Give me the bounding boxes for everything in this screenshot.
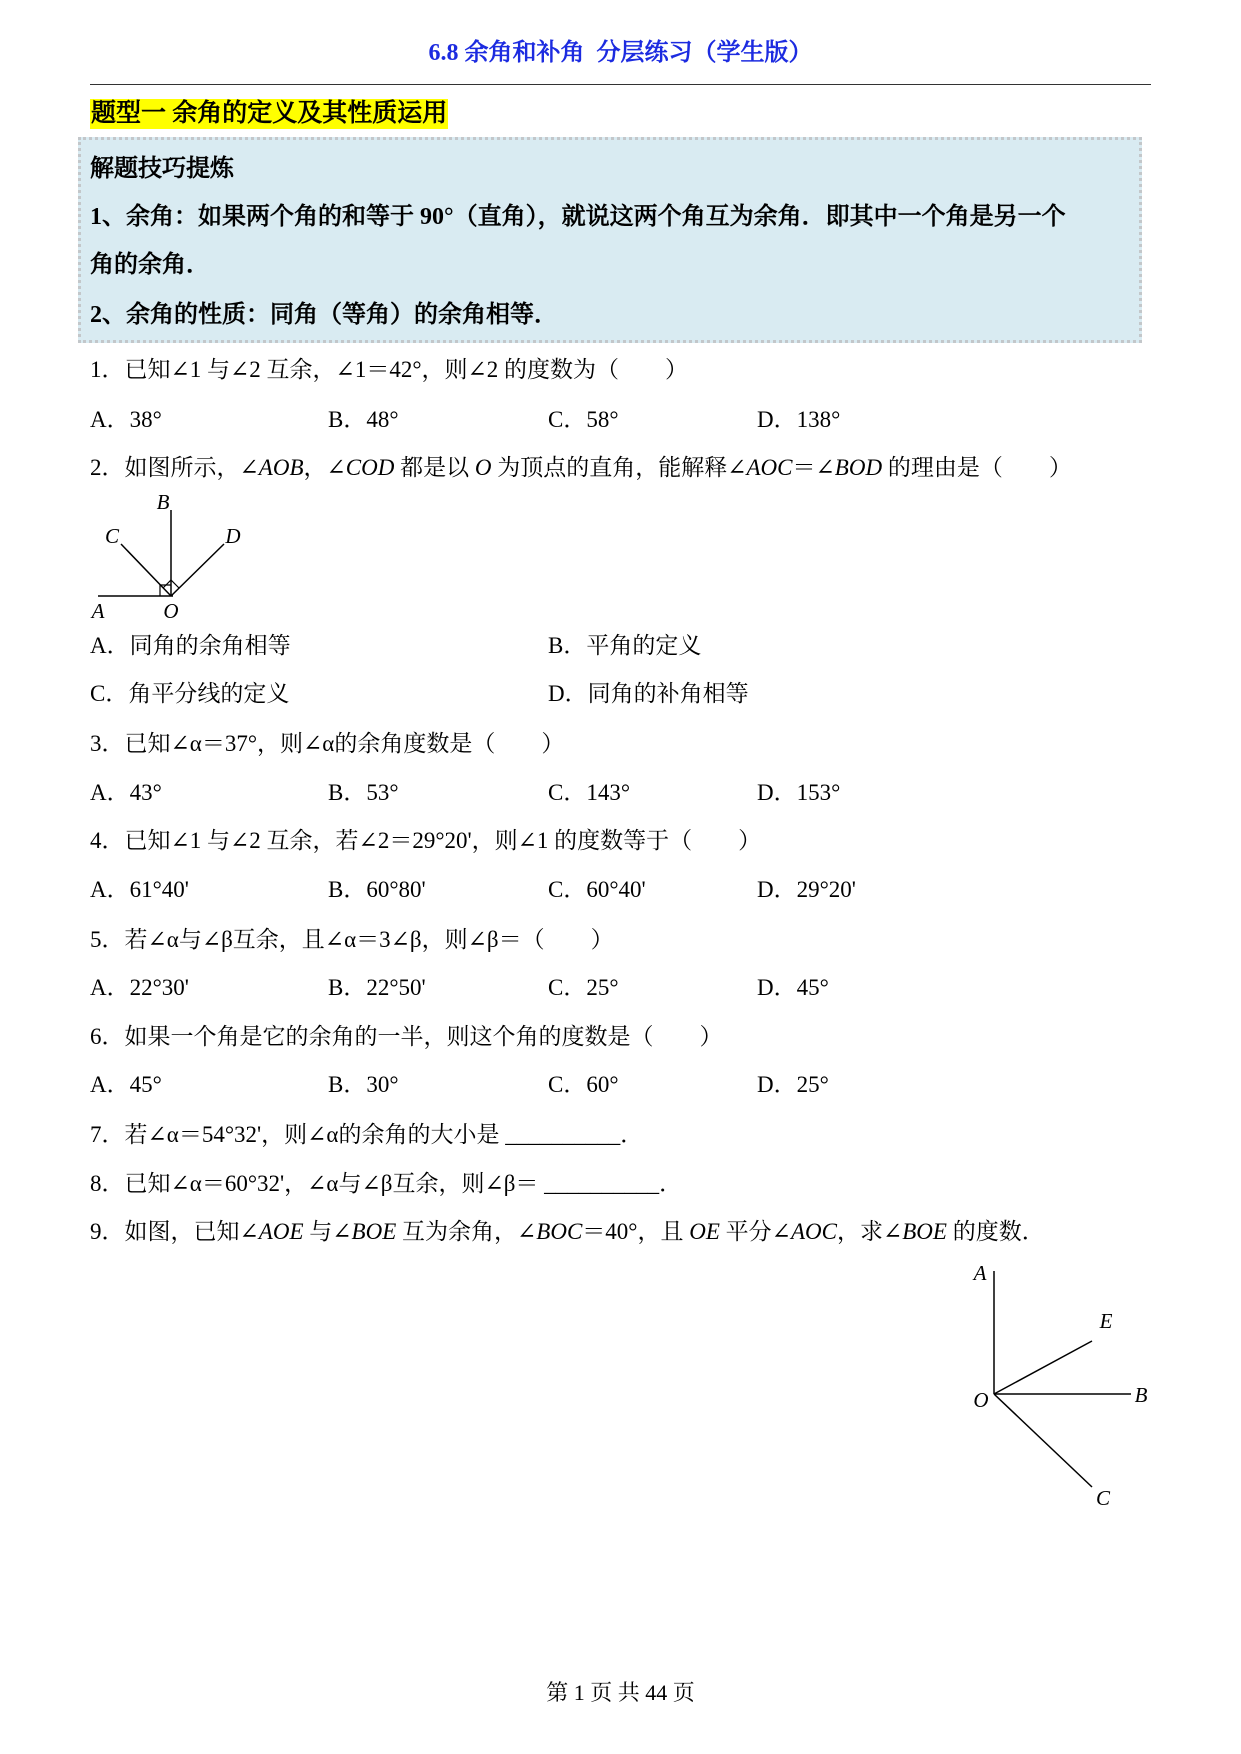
math-variable: BOC (536, 1219, 583, 1244)
stem-text: 平分∠ (719, 1219, 791, 1244)
ray-oc (994, 1394, 1092, 1487)
label-b: B (1134, 1383, 1148, 1407)
stem-text: 为顶点的直角，能解释∠ (491, 455, 747, 480)
question-2-option-b: B．平角的定义 (548, 633, 702, 658)
question-8-stem: 8．已知∠α＝60°32'，∠α与∠β互余，则∠β＝ __________． (90, 1171, 683, 1196)
question-3-option-b: B．53° (328, 780, 399, 805)
label-c: C (104, 524, 120, 548)
math-variable: O (474, 455, 492, 480)
label-o: O (163, 599, 179, 623)
tips-line: 2、余角的性质：同角（等角）的余角相等． (90, 302, 558, 328)
question-3-option-c: C．143° (548, 780, 631, 805)
section-heading: 题型一 余角的定义及其性质运用 (91, 100, 448, 127)
question-3-stem: 3．已知∠α＝37°，则∠α的余角度数是（ ） (90, 731, 565, 756)
math-variable: BOD (834, 455, 883, 480)
question-1-stem: 1．已知∠1 与∠2 互余，∠1＝42°，则∠2 的度数为（ ） (90, 357, 689, 382)
question-5-option-a: A．22°30' (90, 975, 189, 1000)
stem-text: ，求∠ (836, 1219, 903, 1244)
question-2-option-c: C．角平分线的定义 (90, 681, 290, 706)
question-5-option-c: C．25° (548, 975, 619, 1000)
question-7-stem: 7．若∠α＝54°32'，则∠α的余角的大小是 __________． (90, 1122, 644, 1147)
stem-text: 的度数． (946, 1219, 1045, 1244)
ray-od (171, 544, 224, 596)
tips-line: 角的余角． (90, 252, 210, 278)
question-1-option-d: D．138° (757, 407, 841, 432)
tips-box (78, 137, 1142, 343)
tips-line: 1、余角：如果两个角的和等于 90°（直角），就说这两个角互为余角．即其中一个角是另一个 (90, 204, 1066, 230)
question-1-option-a: A．38° (90, 407, 162, 432)
question-2-option-a: A．同角的余角相等 (90, 633, 291, 658)
question-9-stem (90, 1217, 1045, 1247)
label-a: A (973, 1261, 987, 1285)
stem-text: 互为余角，∠ (396, 1219, 537, 1244)
tips-heading: 解题技巧提炼 (90, 156, 234, 182)
question-2-figure (90, 490, 255, 625)
stem-text: 与∠ (303, 1219, 352, 1244)
math-variable: BOE (351, 1219, 397, 1244)
question-5-stem: 5．若∠α与∠β互余，且∠α＝3∠β，则∠β＝（ ） (90, 927, 614, 952)
math-variable: AOC (746, 455, 793, 480)
math-variable: BOE (902, 1219, 947, 1244)
math-variable: AOB (258, 455, 304, 480)
stem-text: ＝∠ (792, 455, 835, 480)
page-footer: 第 1 页 共 44 页 (546, 1680, 695, 1705)
question-6-option-d: D．25° (757, 1072, 829, 1097)
question-2-option-d: D．同角的补角相等 (548, 681, 749, 706)
label-o: O (973, 1388, 989, 1412)
question-4-stem: 4．已知∠1 与∠2 互余，若∠2＝29°20'，则∠1 的度数等于（ ） (90, 828, 762, 853)
math-variable: AOE (258, 1219, 304, 1244)
question-4-option-a: A．61°40' (90, 877, 189, 902)
label-d: D (225, 524, 241, 548)
label-b: B (156, 490, 170, 514)
ray-oe (994, 1341, 1092, 1394)
label-a: A (91, 599, 105, 623)
question-9-figure (963, 1254, 1153, 1516)
stem-text: 都是以 (394, 455, 475, 480)
stem-text: 的理由是（ ） (882, 455, 1072, 480)
label-c: C (1095, 1486, 1111, 1510)
question-1-option-c: C．58° (548, 407, 619, 432)
question-6-option-b: B．30° (328, 1072, 399, 1097)
stem-text: 9．如图，已知∠ (90, 1219, 259, 1244)
question-2-stem (90, 453, 1072, 483)
stem-text: ＝40°，且 (582, 1219, 690, 1244)
label-e: E (1099, 1309, 1113, 1333)
question-4-option-b: B．60°80' (328, 877, 426, 902)
question-5-option-d: D．45° (757, 975, 829, 1000)
question-3-option-d: D．153° (757, 780, 841, 805)
question-1-option-b: B．48° (328, 407, 399, 432)
page-title: 6.8 余角和补角 分层练习（学生版） (428, 40, 813, 66)
math-variable: OE (689, 1219, 720, 1244)
math-variable: COD (345, 455, 395, 480)
stem-text: 2．如图所示，∠ (90, 455, 259, 480)
question-6-option-a: A．45° (90, 1072, 162, 1097)
question-6-stem: 6．如果一个角是它的余角的一半，则这个角的度数是（ ） (90, 1024, 723, 1049)
stem-text: ，∠ (303, 455, 346, 480)
question-5-option-b: B．22°50' (328, 975, 426, 1000)
question-3-option-a: A．43° (90, 780, 162, 805)
question-6-option-c: C．60° (548, 1072, 619, 1097)
question-4-option-d: D．29°20' (757, 877, 856, 902)
math-variable: AOC (790, 1219, 837, 1244)
question-4-option-c: C．60°40' (548, 877, 646, 902)
header-rule (90, 84, 1151, 85)
